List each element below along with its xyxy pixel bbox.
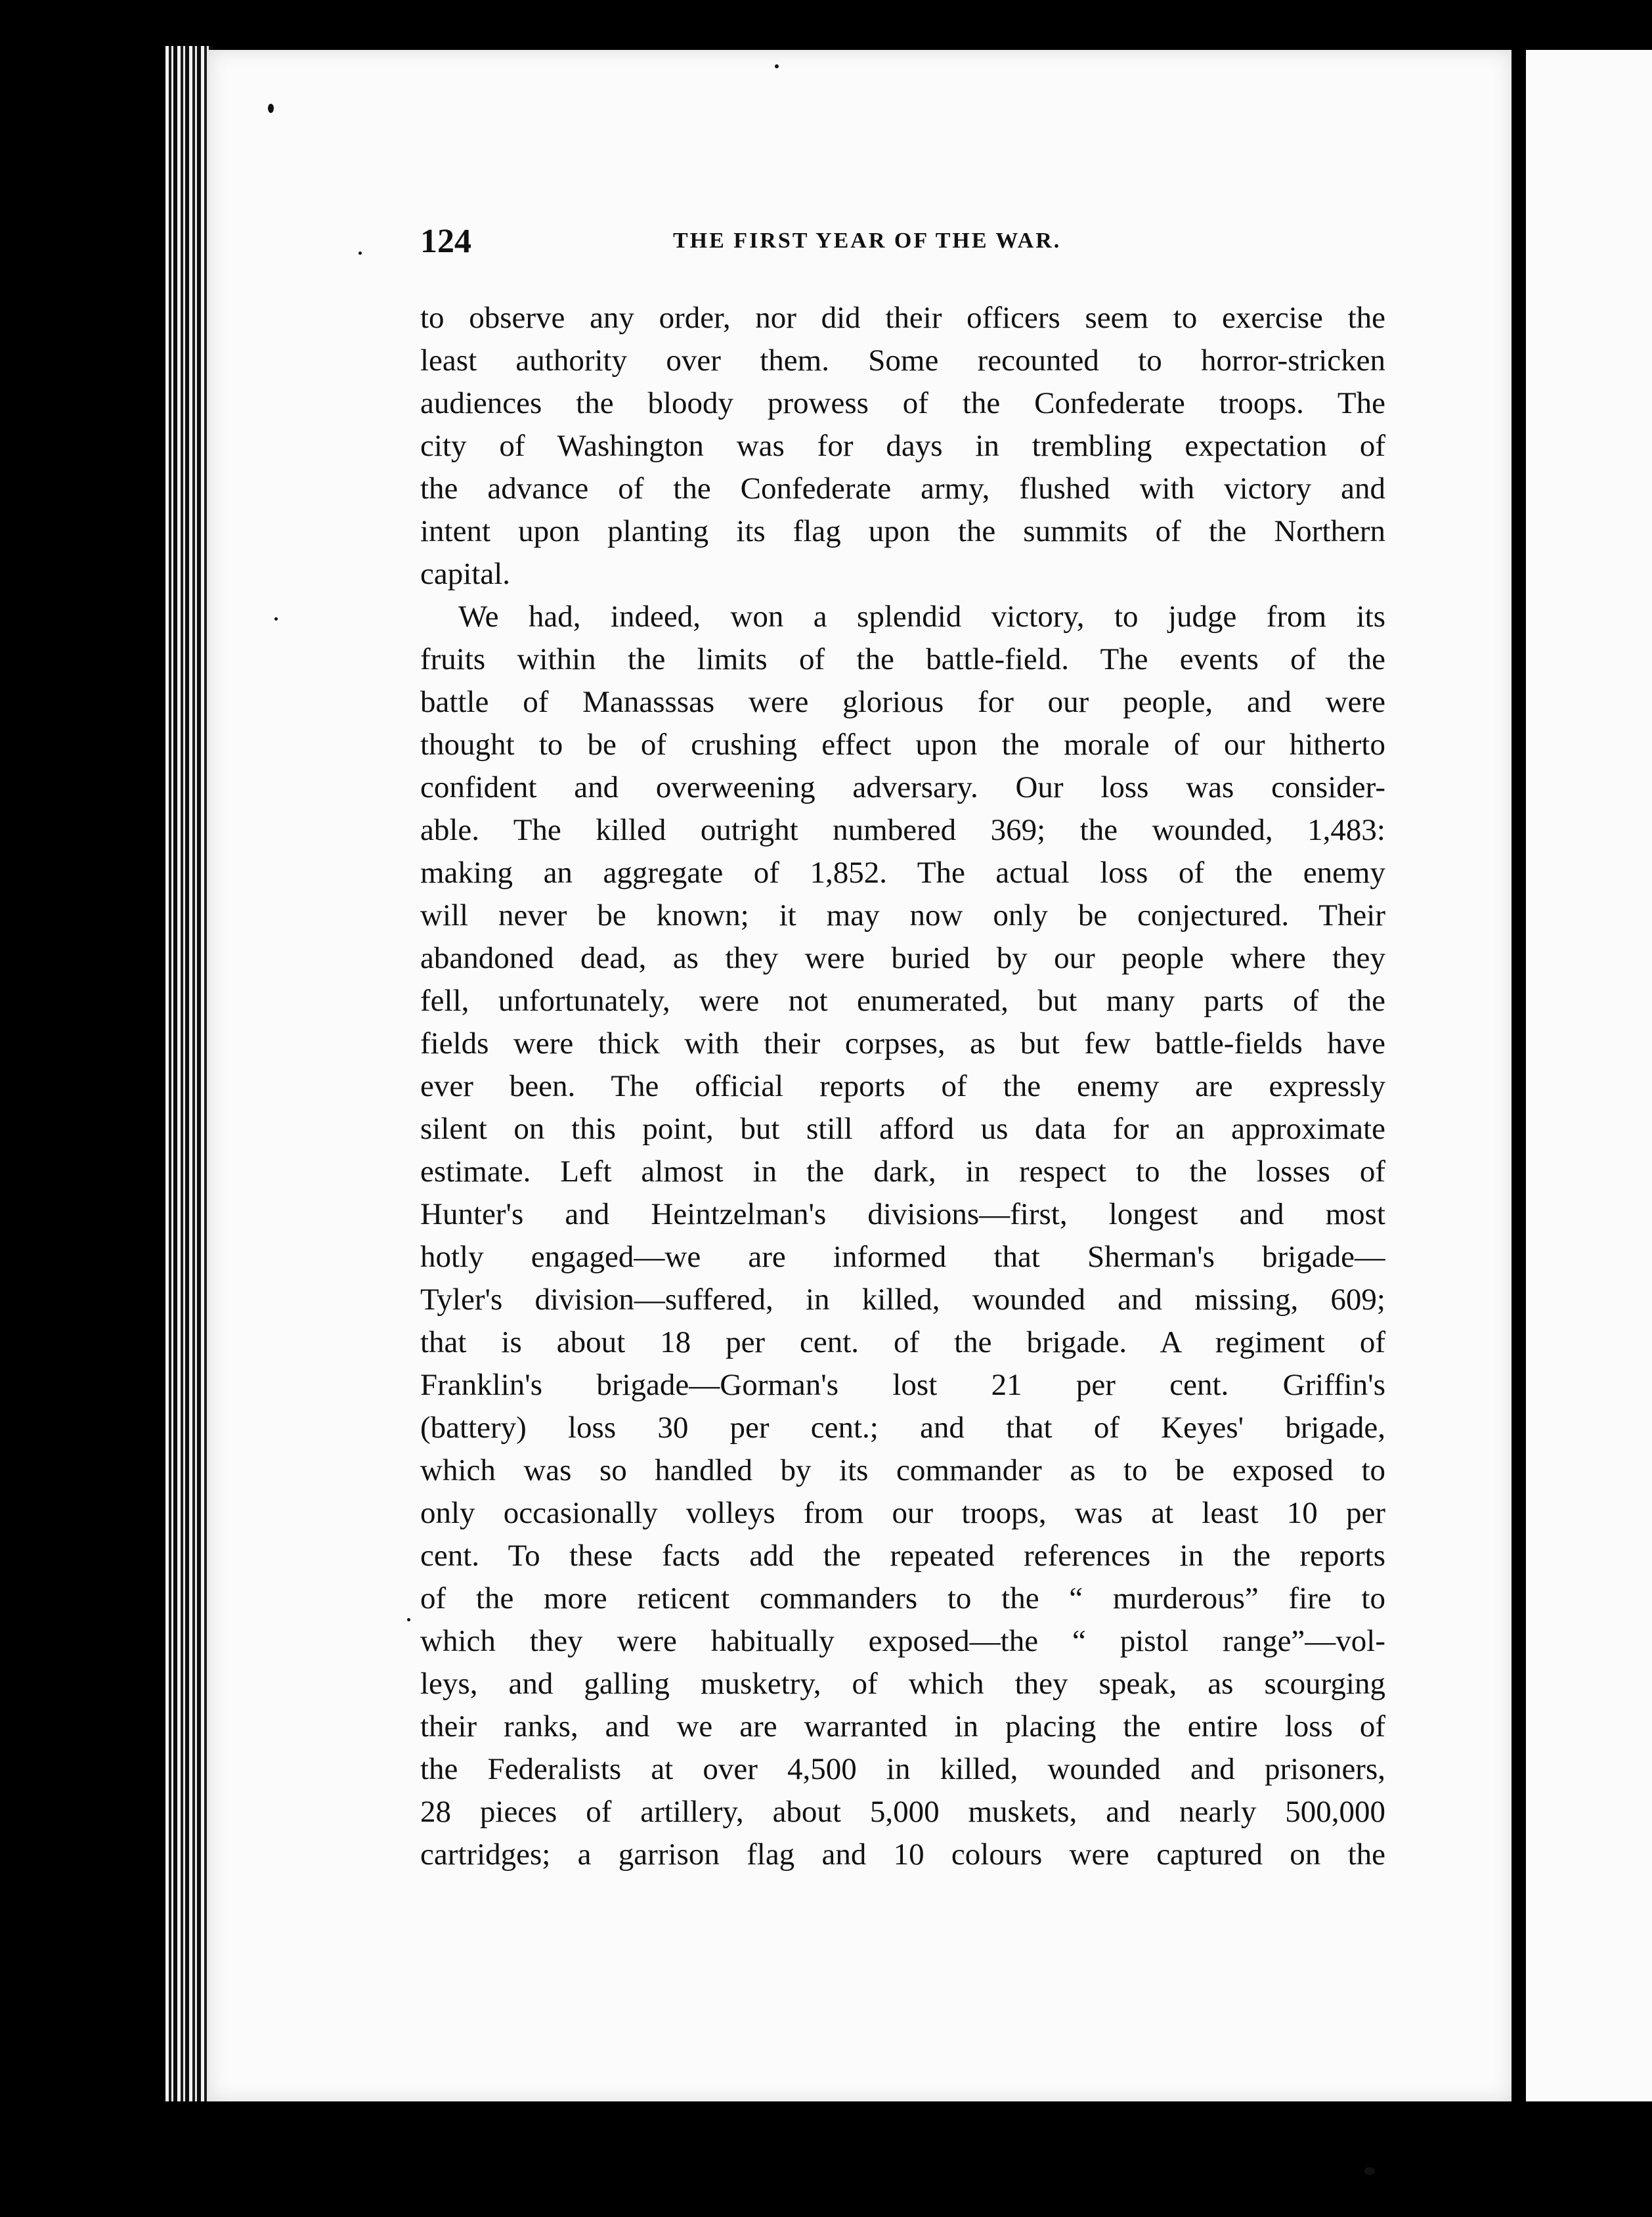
running-head: THE FIRST YEAR OF THE WAR. xyxy=(673,229,1062,253)
text-line: only occasionally volleys from our troops, was at least 10 per xyxy=(420,1496,1385,1530)
text-line: intent upon planting its flag upon the summits of the Northern xyxy=(420,514,1385,548)
text-line: silent on this point, but still afford us data for an approximate xyxy=(420,1112,1385,1146)
text-line: estimate. Left almost in the dark, in respect to the losses of xyxy=(420,1154,1385,1189)
text-line: which was so handled by its commander as to be exposed to xyxy=(420,1453,1385,1487)
text-line: city of Washington was for days in trembling expectation of xyxy=(420,429,1385,463)
text-line: Hunter's and Heintzelman's divisions—first, longest and most xyxy=(420,1197,1385,1231)
text-line: to observe any order, nor did their officers seem to exercise the xyxy=(420,301,1385,335)
facing-page-edge xyxy=(1526,50,1652,2101)
text-line: audiences the bloody prowess of the Confederate troops. The xyxy=(420,386,1385,420)
text-line: Tyler's division—suffered, in killed, wounded and missing, 609; xyxy=(420,1283,1385,1317)
scan-speck xyxy=(1364,2167,1375,2175)
scan-speck xyxy=(268,104,274,113)
text-line: the Federalists at over 4,500 in killed, wounded and prisoners, xyxy=(420,1752,1385,1786)
text-line: that is about 18 per cent. of the brigade. A regiment of xyxy=(420,1325,1385,1359)
scan-speck xyxy=(274,617,278,621)
text-line: their ranks, and we are warranted in placing the entire loss of xyxy=(420,1709,1385,1744)
text-line: leys, and galling musketry, of which they speak, as scourging xyxy=(420,1667,1385,1701)
page-number: 124 xyxy=(420,223,471,260)
text-line: the advance of the Confederate army, flushed with victory and xyxy=(420,472,1385,506)
scan-speck xyxy=(775,64,779,68)
text-line: Franklin's brigade—Gorman's lost 21 per cent. Griffin's xyxy=(420,1368,1385,1402)
text-line: least authority over them. Some recounted to horror-stricken xyxy=(420,343,1385,378)
text-line: cent. To these facts add the repeated references in the reports xyxy=(420,1539,1385,1573)
text-line: 28 pieces of artillery, about 5,000 muskets, and nearly 500,000 xyxy=(420,1795,1385,1829)
text-line: able. The killed outright numbered 369; the wounded, 1,483: xyxy=(420,813,1385,847)
text-line: of the more reticent commanders to the “ murderous” fire to xyxy=(420,1581,1385,1615)
page-header xyxy=(420,222,1385,261)
text-line: hotly engaged—we are informed that Sherman's brigade— xyxy=(420,1240,1385,1274)
text-line: will never be known; it may now only be conjectured. Their xyxy=(420,898,1385,933)
text-line: We had, indeed, won a splendid victory, to judge from its xyxy=(458,600,1385,634)
text-line: confident and overweening adversary. Our loss was consider- xyxy=(420,770,1385,804)
text-line: battle of Manasssas were glorious for our people, and were xyxy=(420,685,1385,719)
text-line: fruits within the limits of the battle-field. The events of the xyxy=(420,642,1385,676)
text-line: (battery) loss 30 per cent.; and that of Keyes' brigade, xyxy=(420,1411,1385,1445)
text-line: making an aggregate of 1,852. The actual loss of the enemy xyxy=(420,856,1385,890)
text-line: ever been. The official reports of the enemy are expressly xyxy=(420,1069,1385,1103)
text-line: fields were thick with their corpses, as but few battle-fields have xyxy=(420,1026,1385,1061)
text-line: cartridges; a garrison flag and 10 colours were captured on the xyxy=(420,1837,1385,1872)
body-text xyxy=(420,297,1385,1876)
text-line: fell, unfortunately, were not enumerated, but many parts of the xyxy=(420,984,1385,1018)
scan-speck xyxy=(359,252,362,255)
scan-speck xyxy=(407,1618,410,1621)
text-line: thought to be of crushing effect upon the morale of our hitherto xyxy=(420,728,1385,762)
page-edge-stack xyxy=(165,46,213,2101)
text-line: capital. xyxy=(420,557,511,591)
text-line: abandoned dead, as they were buried by our people where they xyxy=(420,941,1385,975)
text-line: which they were habitually exposed—the “ pistol range”—vol- xyxy=(420,1624,1385,1658)
